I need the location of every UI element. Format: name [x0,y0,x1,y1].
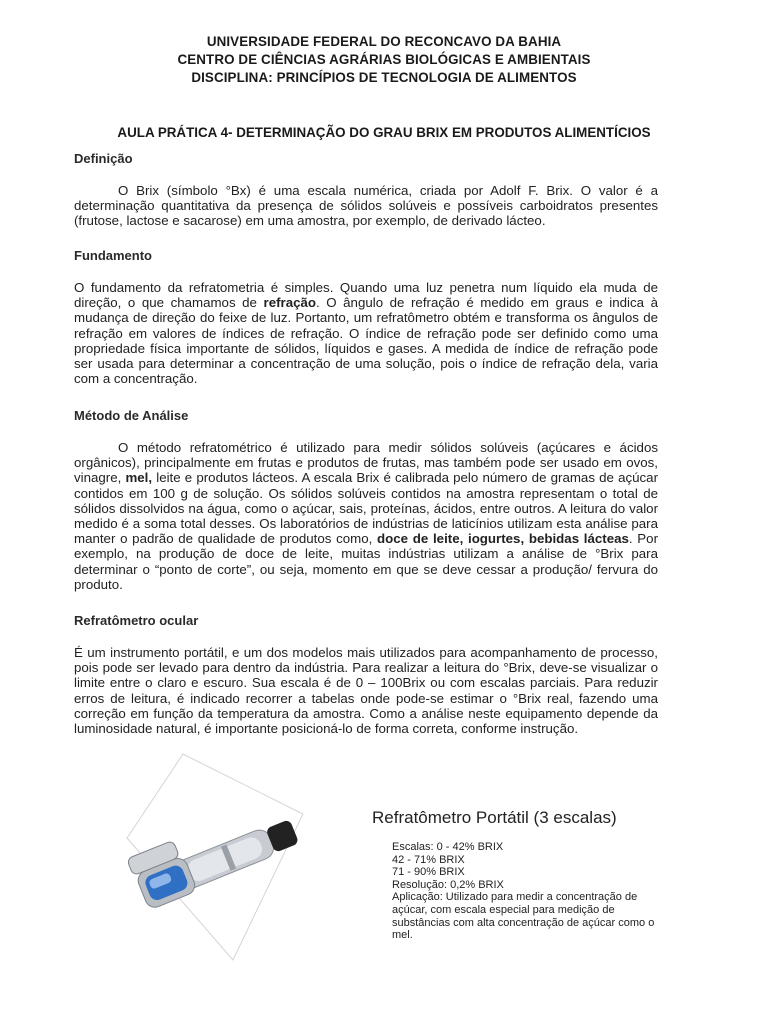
figure-specifications [392,841,662,942]
spec-line: Resolução: 0,2% BRIX [392,878,504,891]
metodo-text-b: leite e produtos lácteos. A escala Brix é calibrada pelo número de gramas de açúcar contidos em 100 g de solução. Os sólidos solúveis contidos na amostra representam o total de sólidos dissolvidos na água, como o açúcar, sais, proteínas, ácidos, entre outros. A leitura do valor medido é a soma total desses. Os laboratórios de indústrias de laticínios utilizam esta análise para manter o padrão de qualidade de produtos como, [74,470,658,547]
spec-line: 71 - 90% BRIX [392,866,465,879]
header-discipline: DISCIPLINA: PRINCÍPIOS DE TECNOLOGIA DE ALIMENTOS [191,70,577,85]
spec-line: Aplicação: Utilizado para medir a concentração de açúcar, com escala especial para medição de substâncias com alta concentração de açúcar como o mel. [392,891,655,942]
refractometer-drawing [125,752,310,962]
institution-header [0,33,768,87]
spec-line: 42 - 71% BRIX [392,853,465,866]
fundamento-text-a: O fundamento da refratometria é simples. Quando uma luz penetra num líquido ela muda de direção, o que chamamos de [74,280,658,311]
section-heading-definicao: Definição [74,151,133,166]
refractometer-image [125,752,310,962]
fundamento-bold-refracao: refração [263,295,316,311]
metodo-bold-produtos: doce de leite, iogurtes, bebidas lácteas [377,531,629,547]
header-center: CENTRO DE CIÊNCIAS AGRÁRIAS BIOLÓGICAS E AMBIENTAIS [177,52,591,67]
fundamento-text-b: . O ângulo de refração é medido em graus e indica à mudança de direção do feixe de luz. Portanto, um refratômetro obtém e transforma os ângulos de refração em valores de índices de refração. O índice de refração pode ser definido como uma propriedade física importante de sólidos, líquidos e gases. A medida de índice de refração pode ser usada para determinar a concentração de uma solução, pois o índice de refração dela, varia com a concentração. [74,295,658,387]
section-heading-metodo: Método de Análise [74,408,189,423]
figure-caption-title: Refratômetro Portátil (3 escalas) [372,808,617,827]
paragraph-metodo [74,440,658,592]
spec-line: Escalas: 0 - 42% BRIX [392,841,504,853]
paragraph-refratometro: É um instrumento portátil, e um dos modelos mais utilizados para acompanhamento de processo, pois pode ser levado para dentro da indústria. Para realizar a leitura do °Brix, deve-se visualizar o limite entre o claro e escuro. Sua escala é de 0 – 100Brix ou com escalas parciais. Para reduzir erros de leitura, é indicado recorrer a tabelas onde pode-se estimar o °Brix real, fazendo uma correção em função da temperatura da amostra. Como a análise neste equipamento depende da luminosidade natural, é importante posicioná-lo de forma correta, conforme instrução. [74,645,658,737]
paragraph-fundamento [74,280,658,386]
paragraph-definicao: O Brix (símbolo °Bx) é uma escala numérica, criada por Adolf F. Brix. O valor é a determinação quantitativa da presença de sólidos solúveis e possíveis carboidratos presentes (frutose, lactose e sacarose) em uma amostra, por exemplo, de derivado lácteo. [74,183,658,229]
metodo-bold-mel: mel, [125,470,153,486]
metodo-text-c: . Por exemplo, na produção de doce de leite, muitas indústrias utilizam a análise de °Brix para determinar o “ponto de corte”, ou seja, momento em que se deve cessar a produção/ fervura do produto. [74,531,658,592]
section-heading-refratometro: Refratômetro ocular [74,613,199,628]
section-heading-fundamento: Fundamento [74,248,152,263]
document-title: AULA PRÁTICA 4- DETERMINAÇÃO DO GRAU BRIX EM PRODUTOS ALIMENTÍCIOS [117,125,651,140]
header-university: UNIVERSIDADE FEDERAL DO RECONCAVO DA BAHIA [206,34,562,49]
metodo-text-a: O método refratométrico é utilizado para medir sólidos solúveis (açúcares e ácidos orgânicos), principalmente em frutas e produtos de frutas, mas também pode ser usado em ovos, vinagre, [74,440,658,486]
